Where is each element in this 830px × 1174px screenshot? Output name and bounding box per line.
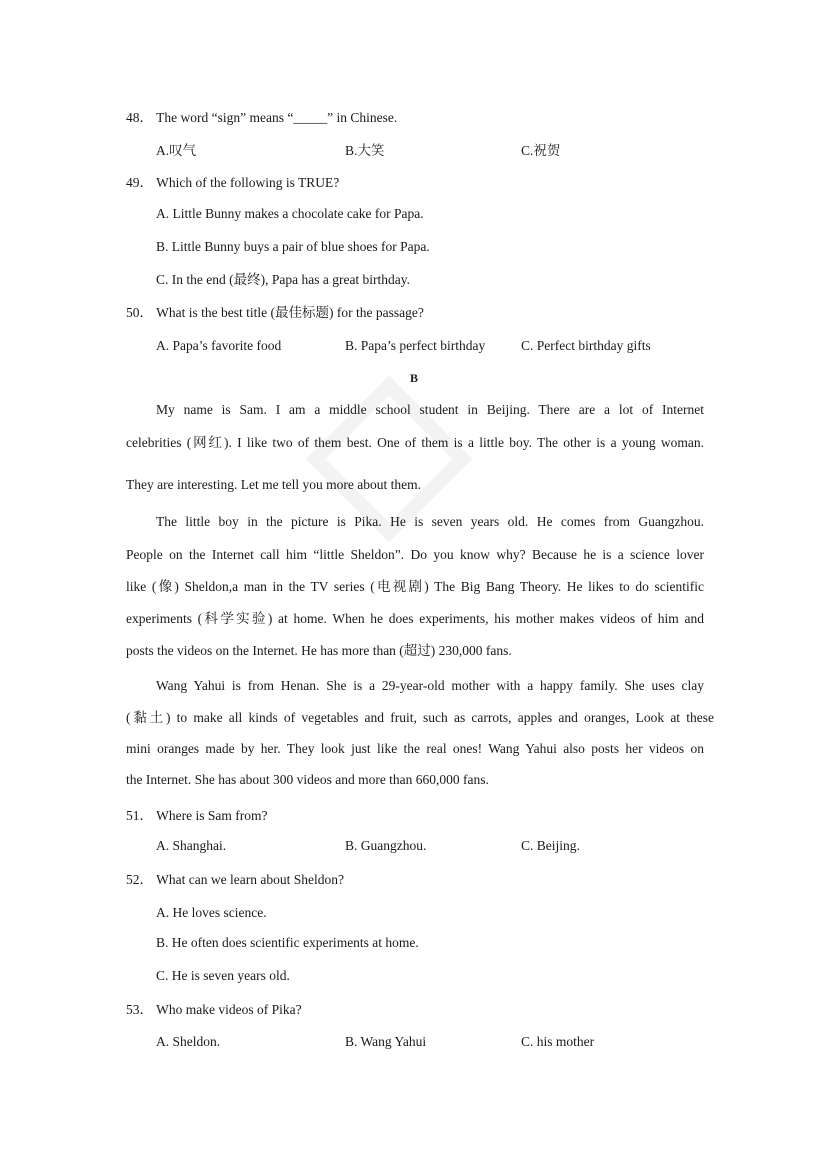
question-number: 53． <box>126 1002 153 1017</box>
question-text: The word “sign” means “_____” in Chinese. <box>156 110 398 125</box>
passage-line: celebrities (网红). I like two of them best. One of them is a little boy. The other is a young woman. <box>126 435 704 450</box>
option-b: B. Little Bunny buys a pair of blue shoes for Papa. <box>156 239 430 254</box>
question-text: What is the best title (最佳标题) for the passage? <box>156 305 424 320</box>
passage-line: (黏土) to make all kinds of vegetables and fruit, such as carrots, apples and oranges, Look at these <box>126 710 714 725</box>
option-b: B. Guangzhou. <box>345 838 427 853</box>
question-text: Where is Sam from? <box>156 808 268 823</box>
question-number: 51． <box>126 808 153 823</box>
question-number: 48． <box>126 110 153 125</box>
passage-line: the Internet. She has about 300 videos and more than 660,000 fans. <box>126 772 489 787</box>
passage-line: experiments (科学实验) at home. When he does experiments, his mother makes videos of him and <box>126 611 704 626</box>
passage-line: They are interesting. Let me tell you more about them. <box>126 477 422 492</box>
question-50 <box>126 304 424 322</box>
option-a: A. Papa’s favorite food <box>156 338 282 353</box>
passage-line: Wang Yahui is from Henan. She is a 29-year-old mother with a happy family. She uses clay <box>156 678 704 693</box>
option-c: C. his mother <box>521 1034 595 1049</box>
option-b: B. He often does scientific experiments at home. <box>156 935 419 950</box>
option-a: A.叹气 <box>156 143 197 158</box>
option-c: C. He is seven years old. <box>156 968 290 983</box>
passage-line: mini oranges made by her. They look just like the real ones! Wang Yahui also posts her videos on <box>126 741 704 756</box>
question-text: Who make videos of Pika? <box>156 1002 302 1017</box>
question-number: 52． <box>126 872 153 887</box>
option-b: B. Papa’s perfect birthday <box>345 338 486 353</box>
option-a: A. Sheldon. <box>156 1034 221 1049</box>
option-a: A. Shanghai. <box>156 838 227 853</box>
option-a: A. He loves science. <box>156 905 267 920</box>
passage-line: posts the videos on the Internet. He has more than (超过) 230,000 fans. <box>126 643 512 658</box>
question-text: Which of the following is TRUE? <box>156 175 340 190</box>
passage-line: The little boy in the picture is Pika. He is seven years old. He comes from Guangzhou. <box>156 514 704 529</box>
passage-line: like (像) Sheldon,a man in the TV series (电视剧) The Big Bang Theory. He likes to do scientific <box>126 579 704 594</box>
question-51 <box>126 807 267 825</box>
section-title: B <box>410 371 419 385</box>
passage-line: People on the Internet call him “little Sheldon”. Do you know why? Because he is a science lover <box>126 547 704 562</box>
option-c: C. In the end (最终), Papa has a great birthday. <box>156 272 411 287</box>
question-text: What can we learn about Sheldon? <box>156 872 344 887</box>
option-c: C. Beijing. <box>521 838 580 853</box>
question-number: 49． <box>126 175 153 190</box>
question-number: 50． <box>126 305 153 320</box>
question-52 <box>126 871 344 889</box>
option-a: A. Little Bunny makes a chocolate cake for Papa. <box>156 206 424 221</box>
option-c: C. Perfect birthday gifts <box>521 338 651 353</box>
passage-line: My name is Sam. I am a middle school student in Beijing. There are a lot of Internet <box>156 402 704 417</box>
question-48 <box>126 109 397 127</box>
question-53 <box>126 1001 302 1019</box>
question-49 <box>126 174 339 192</box>
option-b: B. Wang Yahui <box>345 1034 427 1049</box>
option-c: C.祝贺 <box>521 143 561 158</box>
option-b: B.大笑 <box>345 143 385 158</box>
